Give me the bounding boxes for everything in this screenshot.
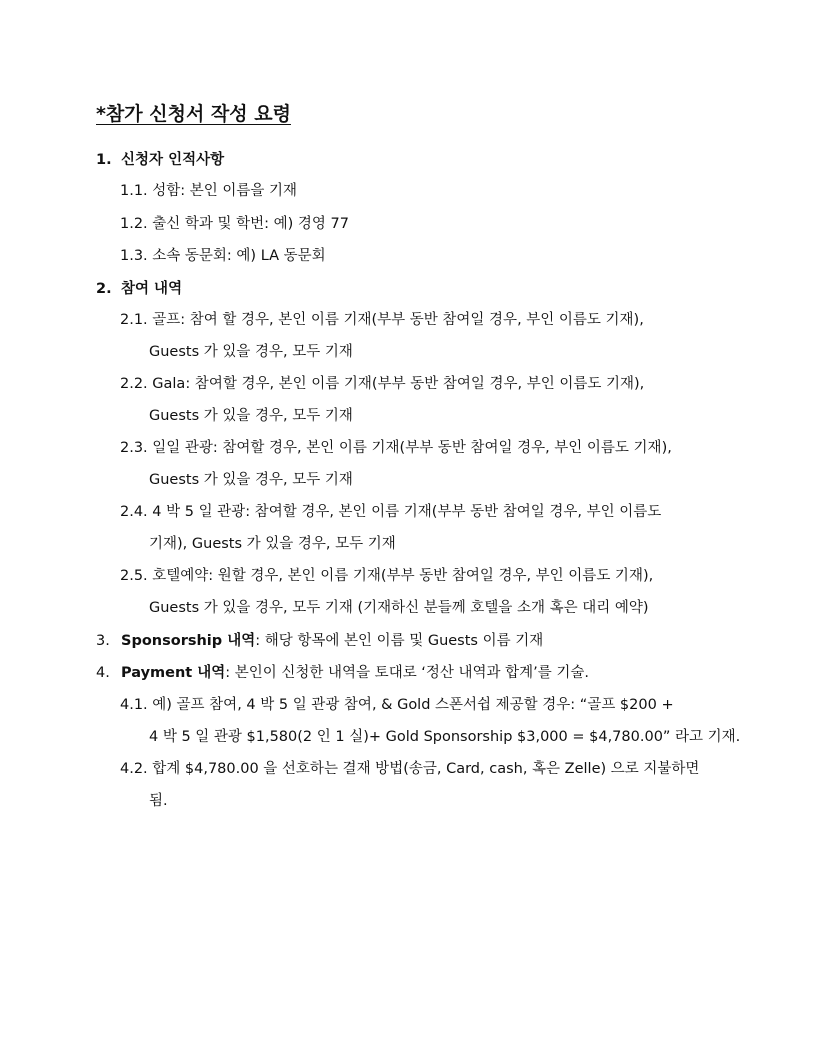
- item-2-4-line2: 기재), Guests 가 있을 경우, 모두 기재: [149, 536, 396, 552]
- page-title: *참가 신청서 작성 요령: [96, 103, 291, 125]
- item-4-2-line1: 4.2. 합계 $4,780.00 을 선호하는 결재 방법(송금, Card, cash, 혹은 Zelle) 으로 지불하면: [120, 761, 700, 777]
- item-2-5-line2: Guests 가 있을 경우, 모두 기재 (기재하신 분들께 호텔을 소개 혹은 대리 예약): [149, 600, 649, 616]
- section-3-number: 3.: [96, 633, 110, 649]
- section-1-number: 1.: [96, 152, 112, 168]
- section-2-heading: 참여 내역: [121, 281, 183, 297]
- item-2-1-line1: 2.1. 골프: 참여 할 경우, 본인 이름 기재(부부 동반 참여일 경우, 부인 이름도 기재),: [120, 312, 644, 328]
- item-2-1-line2: Guests 가 있을 경우, 모두 기재: [149, 344, 353, 360]
- section-3-description: : 해당 항목에 본인 이름 및 Guests 이름 기재: [255, 633, 544, 649]
- section-3-heading: Sponsorship 내역: [121, 633, 256, 649]
- section-4-description: : 본인이 신청한 내역을 토대로 ‘정산 내역과 합계’를 기술.: [225, 665, 590, 681]
- item-1-1: 1.1. 성함: 본인 이름을 기재: [120, 183, 298, 199]
- item-2-2-line1: 2.2. Gala: 참여할 경우, 본인 이름 기재(부부 동반 참여일 경우, 부인 이름도 기재),: [120, 376, 645, 392]
- section-4-number: 4.: [96, 665, 110, 681]
- item-2-3-line2: Guests 가 있을 경우, 모두 기재: [149, 472, 353, 488]
- item-4-2-line2: 됨.: [149, 793, 168, 809]
- item-2-2-line2: Guests 가 있을 경우, 모두 기재: [149, 408, 353, 424]
- section-4-heading: Payment 내역: [121, 665, 226, 681]
- item-1-3: 1.3. 소속 동문회: 예) LA 동문회: [120, 248, 326, 264]
- section-4-text: [121, 664, 589, 682]
- section-2-number: 2.: [96, 281, 112, 297]
- section-1-heading: 신청자 인적사항: [121, 152, 225, 168]
- item-4-1-line1: 4.1. 예) 골프 참여, 4 박 5 일 관광 참여, & Gold 스폰서쉽 제공할 경우: “골프 $200 +: [120, 697, 674, 713]
- item-4-1-line2: 4 박 5 일 관광 $1,580(2 인 1 실)+ Gold Sponsorship $3,000 = $4,780.00” 라고 기재.: [149, 729, 741, 745]
- item-2-5-line1: 2.5. 호텔예약: 원할 경우, 본인 이름 기재(부부 동반 참여일 경우, 부인 이름도 기재),: [120, 568, 654, 584]
- item-2-3-line1: 2.3. 일일 관광: 참여할 경우, 본인 이름 기재(부부 동반 참여일 경우, 부인 이름도 기재),: [120, 440, 672, 456]
- section-3-text: [121, 632, 543, 650]
- item-1-2: 1.2. 출신 학과 및 학번: 예) 경영 77: [120, 216, 349, 232]
- item-2-4-line1: 2.4. 4 박 5 일 관광: 참여할 경우, 본인 이름 기재(부부 동반 참여일 경우, 부인 이름도: [120, 504, 662, 520]
